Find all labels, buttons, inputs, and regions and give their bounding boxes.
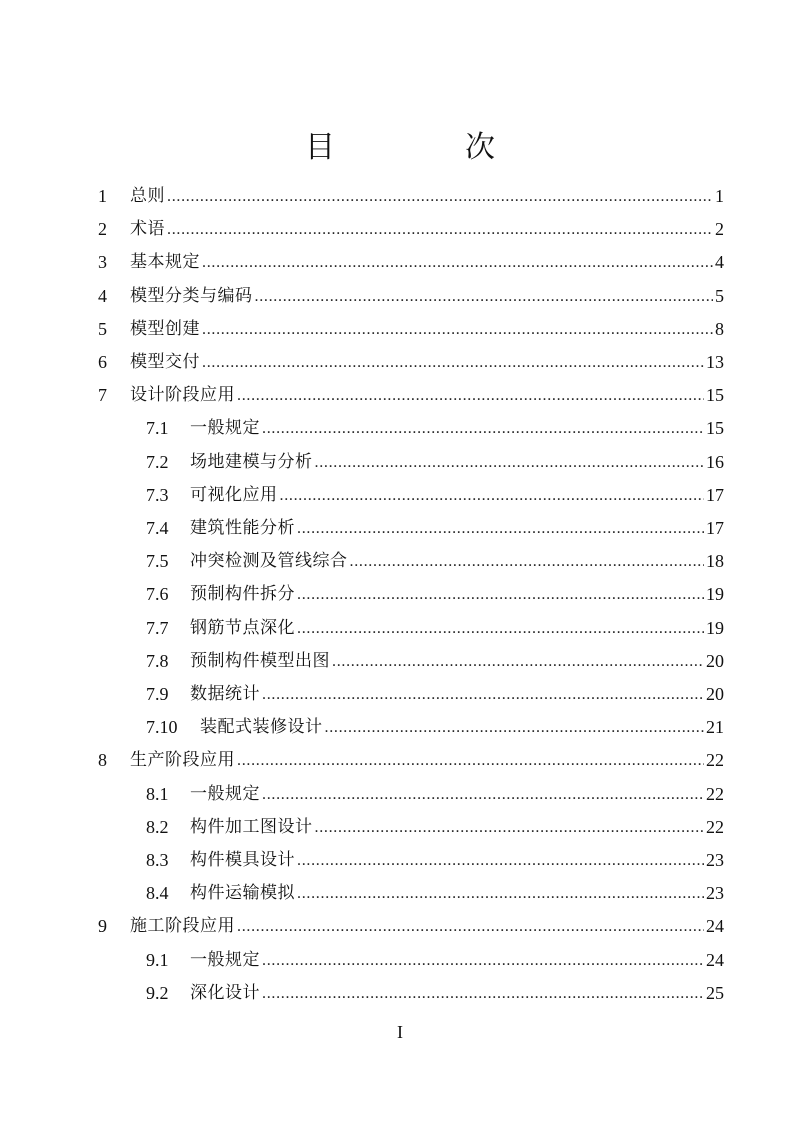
- toc-entry-label: 深化设计: [190, 982, 260, 1003]
- toc-entry-number: 7.10: [146, 717, 178, 738]
- toc-entry-page: 24: [706, 916, 724, 937]
- toc-entry-number: 9: [98, 916, 107, 937]
- toc-entry-page: 16: [706, 451, 724, 472]
- toc-entry[interactable]: [146, 877, 724, 910]
- toc-entry[interactable]: [146, 645, 724, 678]
- toc-entry-label: 数据统计: [190, 684, 260, 704]
- toc-entry[interactable]: [146, 944, 724, 977]
- toc-title: 目 次: [305, 130, 545, 165]
- toc-entry-page: 13: [706, 352, 724, 372]
- dot-leader: [202, 346, 704, 379]
- toc-entry[interactable]: [146, 412, 724, 445]
- toc-entry-number: 8: [98, 750, 107, 771]
- toc-entry[interactable]: [98, 346, 724, 379]
- toc-entry-number: 7: [98, 385, 107, 406]
- toc-entry[interactable]: [146, 612, 724, 645]
- toc-entry-label: 模型交付: [130, 352, 200, 372]
- toc-entry-page: 17: [706, 484, 724, 505]
- dot-leader: [280, 479, 705, 512]
- toc-entry-number: 7.4: [146, 518, 169, 538]
- dot-leader: [332, 645, 704, 678]
- toc-entry-number: 2: [98, 219, 107, 240]
- toc-entry-number: 7.7: [146, 617, 169, 638]
- dot-leader: [237, 910, 704, 943]
- toc-entry-label: 一般规定: [190, 783, 260, 804]
- dot-leader: [315, 446, 705, 479]
- toc-entry[interactable]: [98, 379, 724, 412]
- toc-entry-number: 7.3: [146, 484, 169, 505]
- dot-leader: [262, 944, 704, 977]
- dot-leader: [255, 280, 714, 313]
- toc-entry-number: 7.6: [146, 584, 169, 605]
- dot-leader: [262, 678, 704, 711]
- toc-entry[interactable]: [146, 678, 724, 711]
- toc-entry-label: 钢筋节点深化: [190, 617, 295, 638]
- dot-leader: [202, 246, 713, 279]
- toc-entry-page: 21: [706, 717, 724, 738]
- toc-entry[interactable]: [146, 512, 724, 545]
- dot-leader: [297, 612, 704, 645]
- toc-entry[interactable]: [146, 778, 724, 811]
- toc-entry-label: 基本规定: [130, 252, 200, 273]
- page-number: I: [397, 1022, 403, 1042]
- toc-entry[interactable]: [98, 910, 724, 943]
- dot-leader: [297, 512, 704, 545]
- toc-entry-number: 9.2: [146, 982, 169, 1003]
- dot-leader: [167, 180, 713, 213]
- toc-entry-label: 预制构件模型出图: [190, 650, 330, 671]
- toc-entry-number: 1: [98, 186, 107, 206]
- toc-entry-number: 7.2: [146, 451, 169, 472]
- toc-entry-label: 建筑性能分析: [190, 518, 295, 538]
- toc-entry-label: 构件运输模拟: [190, 883, 295, 904]
- toc-entry-page: 15: [706, 385, 724, 406]
- dot-leader: [297, 578, 704, 611]
- dot-leader: [167, 213, 713, 246]
- toc-entry[interactable]: [146, 844, 724, 877]
- toc-entry-number: 7.8: [146, 650, 169, 671]
- toc-entry-number: 6: [98, 352, 107, 372]
- toc-entry-number: 8.4: [146, 883, 169, 904]
- toc-entry-page: 4: [715, 252, 724, 273]
- toc-entry-page: 22: [706, 750, 724, 771]
- toc-entry-number: 5: [98, 318, 107, 339]
- toc-entry-number: 7.5: [146, 551, 169, 572]
- toc-entry-label: 一般规定: [190, 949, 260, 970]
- toc-entry-label: 可视化应用: [190, 484, 278, 505]
- toc-entry-page: 18: [706, 551, 724, 572]
- toc-entry[interactable]: [98, 313, 724, 346]
- toc-entry-page: 19: [706, 584, 724, 605]
- toc-entry-number: 8.2: [146, 816, 169, 837]
- toc-entry-label: 冲突检测及管线综合: [190, 551, 348, 572]
- dot-leader: [262, 778, 704, 811]
- toc-entry-page: 2: [715, 219, 724, 240]
- toc-entry-label: 术语: [130, 219, 165, 240]
- toc-entry-page: 1: [715, 186, 724, 206]
- toc-entry-page: 25: [706, 982, 724, 1003]
- toc-entry-page: 8: [715, 318, 724, 339]
- toc-entry-label: 一般规定: [190, 418, 260, 439]
- toc-entry-page: 19: [706, 617, 724, 638]
- toc-entry-number: 3: [98, 252, 107, 273]
- dot-leader: [237, 744, 704, 777]
- toc-entry-label: 模型分类与编码: [130, 285, 253, 306]
- toc-entry[interactable]: [146, 711, 724, 744]
- dot-leader: [325, 711, 705, 744]
- toc-entry-number: 7.9: [146, 684, 169, 704]
- toc-entry[interactable]: [98, 213, 724, 246]
- dot-leader: [262, 977, 704, 1010]
- toc-entry[interactable]: [98, 280, 724, 313]
- toc-entry-page: 20: [706, 684, 724, 704]
- toc-entry-page: 22: [706, 816, 724, 837]
- toc-entry[interactable]: [146, 977, 724, 1010]
- dot-leader: [297, 844, 704, 877]
- toc-entry[interactable]: [98, 246, 724, 279]
- toc-entry-label: 构件加工图设计: [190, 816, 313, 837]
- toc-entry[interactable]: [146, 479, 724, 512]
- toc-entry-page: 20: [706, 650, 724, 671]
- dot-leader: [315, 811, 705, 844]
- dot-leader: [202, 313, 713, 346]
- toc-entry-label: 构件模具设计: [190, 850, 295, 870]
- toc-entry-label: 装配式装修设计: [200, 717, 323, 738]
- dot-leader: [237, 379, 704, 412]
- toc-entry-page: 23: [706, 883, 724, 904]
- toc-entry-label: 总则: [130, 186, 165, 206]
- toc-entry-number: 8.3: [146, 850, 169, 870]
- toc-entry-number: 9.1: [146, 949, 169, 970]
- toc-entry[interactable]: [146, 446, 724, 479]
- toc-entry-number: 7.1: [146, 418, 169, 439]
- toc-entry[interactable]: [98, 744, 724, 777]
- toc-entry-label: 场地建模与分析: [190, 451, 313, 472]
- toc-entry[interactable]: [146, 811, 724, 844]
- toc-entry-page: 24: [706, 949, 724, 970]
- toc-entry-number: 8.1: [146, 783, 169, 804]
- toc-entry-number: 4: [98, 285, 107, 306]
- toc-entry[interactable]: [146, 545, 724, 578]
- toc-entry-label: 设计阶段应用: [130, 385, 235, 406]
- toc-entry-page: 22: [706, 783, 724, 804]
- toc-entry-label: 模型创建: [130, 318, 200, 339]
- dot-leader: [350, 545, 705, 578]
- toc-entry-label: 施工阶段应用: [130, 916, 235, 937]
- toc-entry-label: 生产阶段应用: [130, 750, 235, 771]
- toc-entry-page: 17: [706, 518, 724, 538]
- dot-leader: [297, 877, 704, 910]
- toc-entry-label: 预制构件拆分: [190, 584, 295, 605]
- toc-entry-page: 23: [706, 850, 724, 870]
- toc-entry[interactable]: [98, 180, 724, 213]
- toc-entry-page: 5: [715, 285, 724, 306]
- dot-leader: [262, 412, 704, 445]
- toc-entry[interactable]: [146, 578, 724, 611]
- toc-entry-page: 15: [706, 418, 724, 439]
